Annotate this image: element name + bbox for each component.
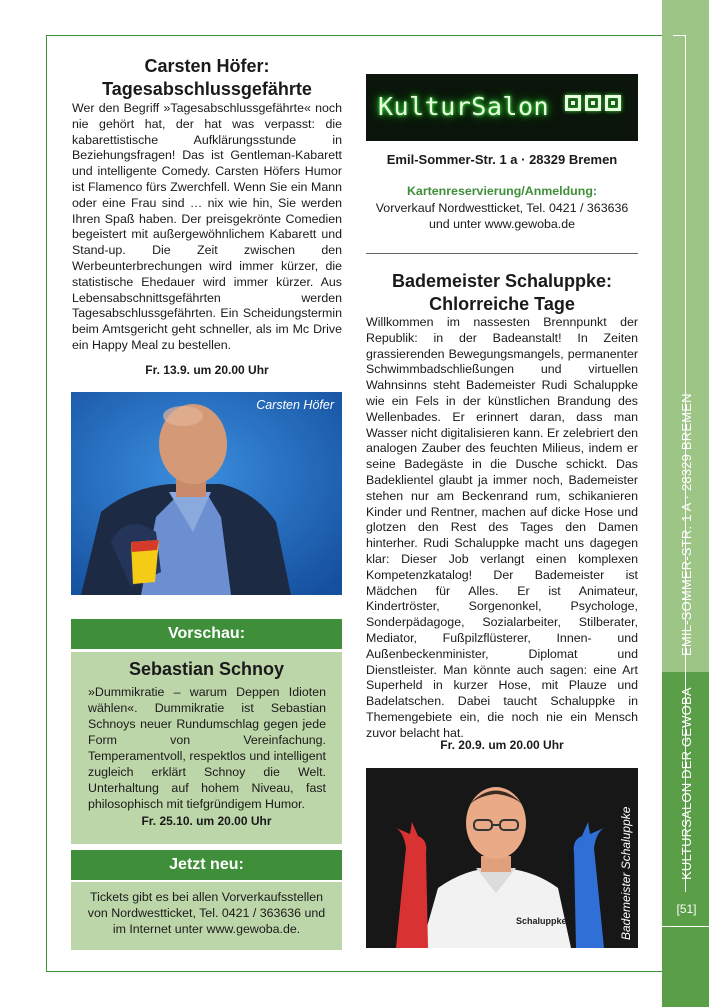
shirt-text: Schaluppke <box>516 916 567 926</box>
schaluppke-photo-illustration <box>366 768 638 948</box>
new-ticket-info: Tickets gibt es bei allen Vorverkaufsstellen von Nordwestticket, Tel. 0421 / 363636 und im Internet unter www.gewoba.de. <box>87 890 326 936</box>
schaluppke-title-line2: Chlorreiche Tage <box>429 294 575 314</box>
sidebar-address-label: EMIL-SOMMER-STR. 1 A · 28329 BREMEN <box>679 393 694 656</box>
reservation-presale: Vorverkauf Nordwestticket, Tel. 0421 / 363636 <box>375 201 629 215</box>
page-number: [51] <box>676 902 697 916</box>
hoefer-title-line1: Carsten Höfer: <box>144 56 270 76</box>
reservation-label: Kartenreservierung/Anmeldung: <box>406 184 598 198</box>
preview-event-date: Fr. 25.10. um 20.00 Uhr <box>141 814 272 828</box>
sidebar-salon-label: KULTURSALON DER GEWOBA <box>679 687 694 880</box>
schaluppke-title-line1: Bademeister Schaluppke: <box>391 271 613 291</box>
logo-square-icon <box>585 95 601 111</box>
logo-text: KulturSalon <box>378 92 550 121</box>
hoefer-title-line2: Tagesabschlussgefährte <box>102 79 312 99</box>
schaluppke-title <box>366 270 638 316</box>
schaluppke-event-date: Fr. 20.9. um 20.00 Uhr <box>440 738 564 752</box>
schaluppke-photo <box>366 768 638 948</box>
hoefer-photo <box>71 392 342 595</box>
frame-left-line <box>46 35 47 971</box>
reservation-web: und unter www.gewoba.de <box>428 217 576 231</box>
new-header: Jetzt neu: <box>71 850 342 880</box>
hoefer-photo-illustration <box>71 392 342 595</box>
venue-address: Emil-Sommer-Str. 1 a · 28329 Bremen <box>386 152 618 167</box>
logo-square-icon <box>565 95 581 111</box>
hoefer-event-date: Fr. 13.9. um 20.00 Uhr <box>145 363 269 377</box>
frame-top-line <box>46 35 662 36</box>
schaluppke-photo-caption: Bademeister Schaluppke <box>619 806 633 940</box>
logo-square-icon <box>605 95 621 111</box>
section-divider <box>366 253 638 254</box>
kultursalon-logo <box>366 74 638 141</box>
preview-text: »Dummikratie – warum Deppen Idioten wählen«. Dummikratie ist Sebastian Schnoys neuer Rundumschlag gegen jede Form von Vereinfachung. Temperamentvoll, respektlos und intelligent zugleich erklärt Schnoy die Welt. Unterhaltung auf hohem Niveau, fast philosophisch mit tiefgründigem Humor. <box>88 685 326 811</box>
hoefer-article-text: Wer den Begriff »Tagesabschlussgefährte« noch nie gehört hat, der hat was verpasst: die kabarettistische Aufklärungsstunde in Beziehungsfragen! Das ist Gentleman-Kabarett und intelligente Comedy. Carsten Höfers Humor ist Flamenco fürs Zwerchfell. Wenn Sie ein Mann oder eine Frau sind … nix wie hin, Sie werden Ihren Spaß haben. Der preisgekrönte Comedien begeistert mit außergewöhnlichem Kabarett und Stand-up. Die Zeit zwischen den Werbeunterbrechungen wird immer kürzer, die statistische Ehedauer wird immer kürzer. Aus Lebensabschnittsgefährten werden Tagesabschlussgefährten. Ein Scheidungstermin beim Amtsgericht geht schneller, als im Mc Drive ein Happy Meal zu bestellen. <box>72 101 342 352</box>
frame-bottom-line <box>46 971 662 972</box>
hoefer-photo-caption: Carsten Höfer <box>256 398 334 412</box>
preview-header: Vorschau: <box>71 619 342 649</box>
hoefer-title <box>72 55 342 101</box>
preview-artist-name: Sebastian Schnoy <box>128 659 285 679</box>
sidebar-separator <box>662 926 709 927</box>
schaluppke-article-text: Willkommen im nassesten Brennpunkt der Republik: in der Badeanstalt! In Zeiten grassierenden Bewegungsmangels, permanenter Schwimmbadschließungen und virtuellen Wahnsinns steht Bademeister Rudi Schaluppke wie ein Fels in der künstlichen Brandung des Wellenbades. Er erinnert daran, dass man Wasser nicht digitalisieren kann. Er zelebriert den analogen Zauber des feuchten Milieus, indem er seine Badegäste in die Dusche schickt. Das Badeklientel glaubt ja immer noch, Bademeister stehen nur am Beckenrand rum, schikanieren Kinder und Rentner, machen auf dicke Hose und glotzen den Rest des Tages den Damen hinterher. Rudi Schaluppke macht uns dagegen klar: Dieser Job verlangt einen komplexen Kompetenzkatalog! Der Bademeister ist Mädchen für Alles. Er ist Animateur, Kindertröster, Sorgenonkel, Psychologe, Sonderpädagoge, Sozialarbeiter, Stilberater, Mediator, Fußpilzflüsterer, Innen- und Außenbeckenminister, Diplomat und Dienstleister. Man könnte auch sagen: eine Art Superheld in kurzer Hose, mit Plauze und Badelatschen. Dabei taucht Schaluppke in Themengebiete ein, die noch nie ein Mensch zuvor belacht hat. <box>366 315 638 740</box>
logo-squares <box>565 95 625 116</box>
